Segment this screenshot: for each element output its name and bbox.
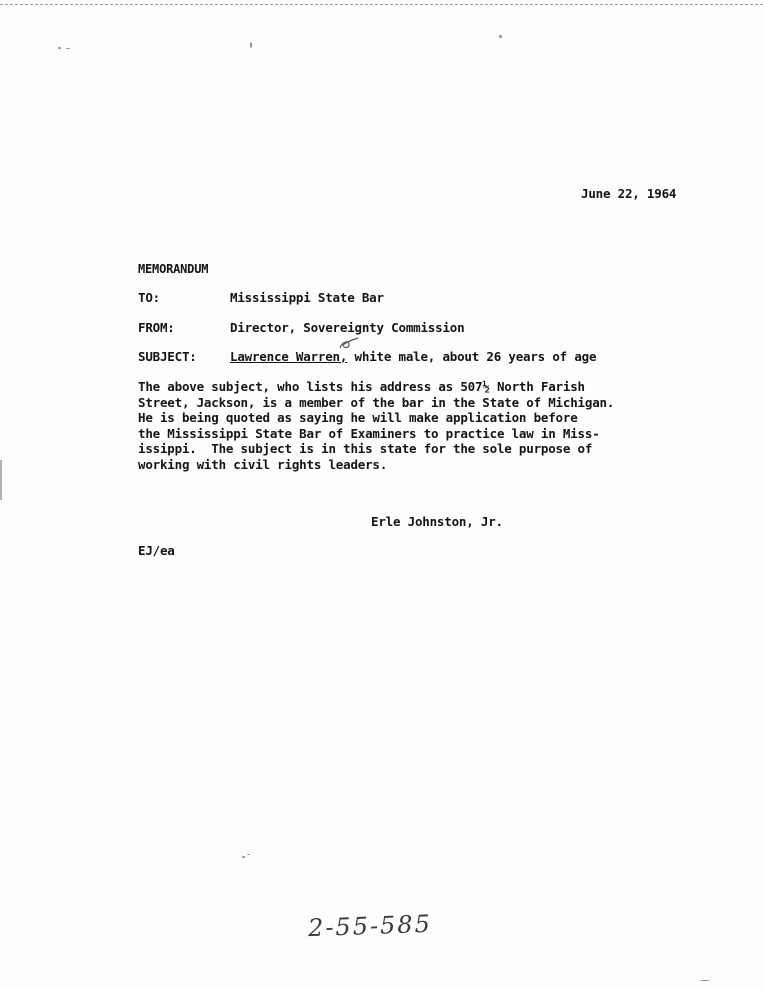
subject-name: Lawrence Warren, bbox=[230, 349, 348, 364]
memo-date: June 22, 1964 bbox=[581, 186, 677, 201]
to-label: TO: bbox=[138, 290, 160, 305]
subject-label: SUBJECT: bbox=[138, 349, 197, 364]
memo-heading: MEMORANDUM bbox=[138, 262, 209, 276]
typist-initials: EJ/ea bbox=[138, 543, 175, 558]
from-value: Director, Sovereignty Commission bbox=[230, 320, 465, 335]
to-value: Mississippi State Bar bbox=[230, 290, 384, 305]
memo-body: The above subject, who lists his address as 507½ North Farish Street, Jackson, is a member of the bar in the State of Michigan. He is being quoted as saying he will make application before the Mississippi State Bar of Examiners to practice law in Miss- issippi. The subject is in this state for the sole purpose of working with civil rights leaders. bbox=[138, 379, 615, 472]
scan-edge-mark bbox=[0, 460, 2, 500]
from-label: FROM: bbox=[138, 320, 175, 335]
handwritten-file-number: 2-55-585 bbox=[307, 909, 433, 943]
subject-value bbox=[230, 349, 596, 364]
top-edge-rule bbox=[0, 4, 763, 5]
scan-speck bbox=[700, 980, 710, 981]
subject-description: white male, about 26 years of age bbox=[347, 349, 597, 364]
scan-speck bbox=[242, 856, 245, 858]
scan-speck bbox=[250, 42, 252, 48]
scan-speck bbox=[499, 35, 502, 38]
handwritten-correction-mark bbox=[334, 334, 360, 354]
scan-speck bbox=[58, 47, 61, 49]
scan-speck bbox=[247, 854, 250, 855]
signature: Erle Johnston, Jr. bbox=[371, 514, 503, 529]
scan-speck bbox=[66, 48, 70, 49]
